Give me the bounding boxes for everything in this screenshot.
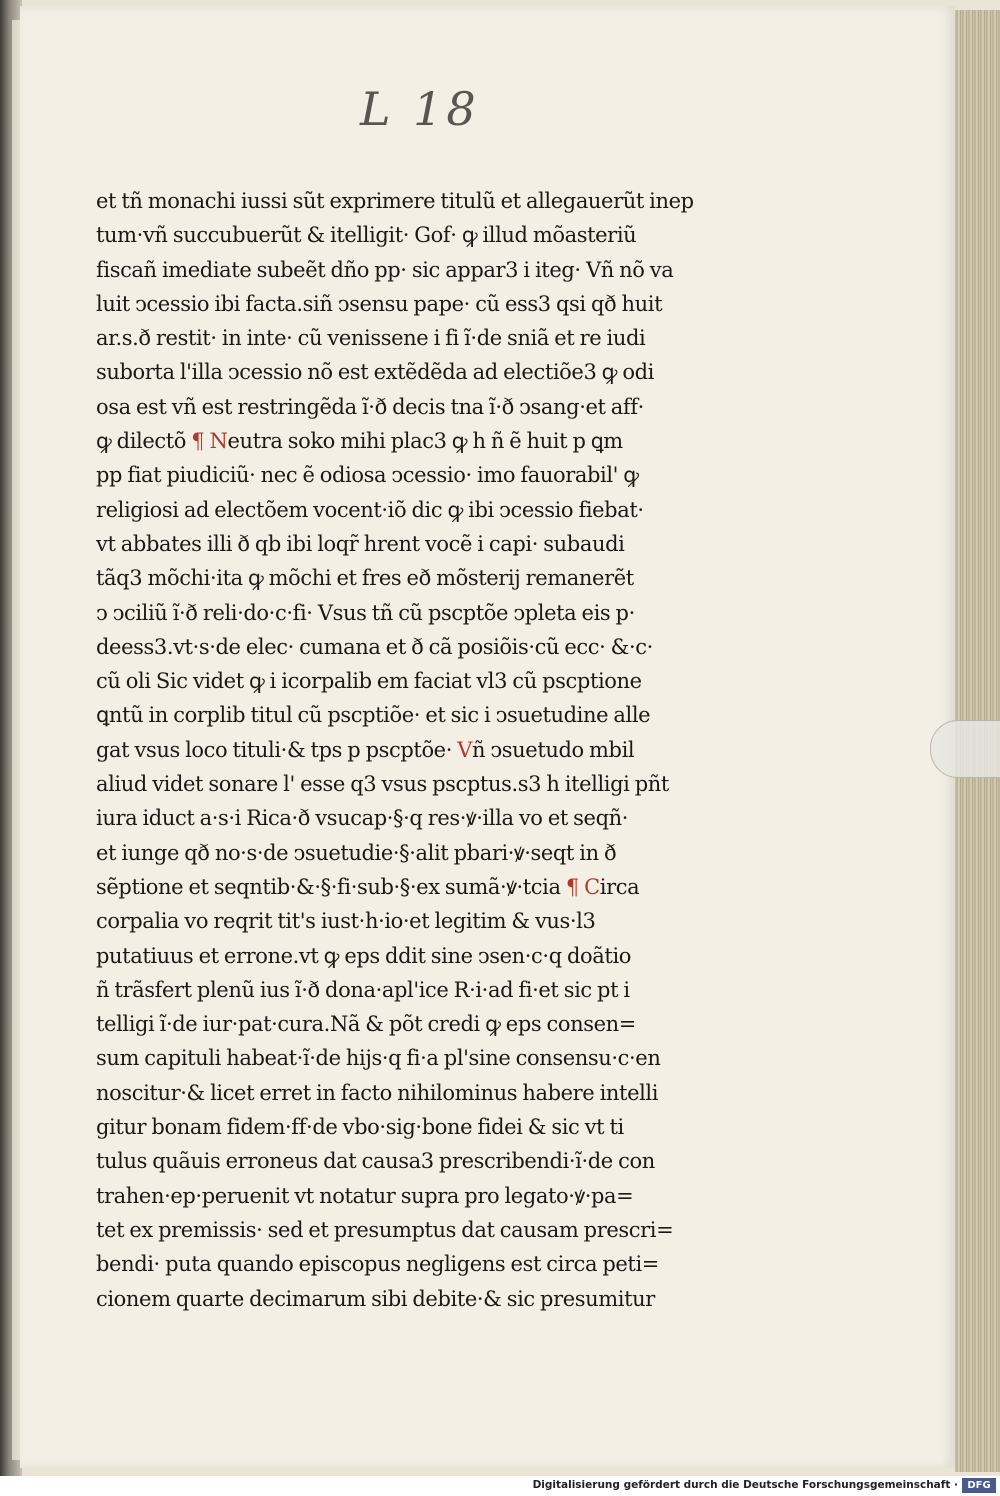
line-text: tulus quãuis erroneus dat causa3 prescribendi·ĩ·de con [96, 1149, 655, 1174]
line-text: gat vsus loco tituli·& tps p pscptõe· [96, 737, 458, 762]
text-line [96, 1041, 696, 1075]
text-line [96, 939, 696, 973]
rubricated-initial: V [457, 737, 473, 762]
text-line [96, 836, 696, 870]
text-line [96, 801, 696, 835]
line-text: vt abbates illi ð qb ibi loqr̃ hrent vocẽ i capi· subaudi [96, 531, 625, 556]
line-text: aliud videt sonare l' esse q3 vsus pscptus.s3 h itelligi pñt [96, 772, 669, 797]
line-text: putatiuus et errone.vt ꝙ eps ddit sine ↄsen·c·q doãtio [96, 943, 632, 968]
text-column [96, 184, 696, 1316]
text-line [96, 390, 696, 424]
line-text: religiosi ad electõem vocent·iõ dic ꝙ ibi ↄcessio fiebat· [96, 497, 644, 522]
text-line [96, 561, 696, 595]
line-text: corpalia vo reqrit tit's iust·h·io·et legitim & vus·l3 [96, 909, 596, 934]
line-text-continued: irca [599, 874, 640, 899]
text-line [96, 321, 696, 355]
line-text-continued: ñ ↄsuetudo mbil [472, 737, 635, 762]
text-line [96, 493, 696, 527]
dfg-logo-icon: DFG [962, 1478, 996, 1493]
text-line [96, 1179, 696, 1213]
text-line [96, 424, 696, 458]
line-text: ↄ ↄciliũ ĩ·ð reli·do·c·fi· Vsus tñ cũ pscptõe ↄpleta eis p· [96, 600, 635, 625]
page-clip-marker [930, 720, 1000, 778]
text-line [96, 287, 696, 321]
text-line [96, 355, 696, 389]
text-line [96, 630, 696, 664]
line-text: telligi ĩ·de iur·pat·cura.Nã & põt credi ꝙ eps consen= [96, 1012, 636, 1037]
line-text: gitur bonam fidem·ff·de vbo·sig·bone fidei & sic vt ti [96, 1115, 624, 1140]
text-line [96, 973, 696, 1007]
text-line [96, 870, 696, 904]
line-text: fiscañ imediate subeẽt dño pp· sic appar3 i iteg· Vñ nõ va [96, 257, 674, 282]
line-text: deess3.vt·s·de elec· cumana et ð cã posiõis·cũ ecc· &·c· [96, 634, 653, 659]
line-text: sum capituli habeat·ĩ·de hijs·q fi·a pl'sine consensu·c·en [96, 1046, 661, 1071]
text-line [96, 458, 696, 492]
text-line [96, 1247, 696, 1281]
line-text: cũ oli Sic videt ꝙ i icorpalib em faciat vl3 cũ pscptione [96, 669, 642, 694]
text-line [96, 1007, 696, 1041]
text-line [96, 596, 696, 630]
line-text-continued: eutra soko mihi plac3 ꝙ h ñ ẽ huit p ꝗm [227, 429, 623, 454]
line-text: bendi· puta quando episcopus negligens est circa peti= [96, 1252, 659, 1277]
line-text: cionem quarte decimarum sibi debite·& sic presumitur [96, 1286, 655, 1311]
text-line [96, 1282, 696, 1316]
footer-bar [0, 1476, 1000, 1496]
line-text: luit ↄcessio ibi facta.siñ ↄsensu pape· cũ ess3 qsi qð huit [96, 291, 663, 316]
line-text: tum·vñ succubuerũt & itelligit· Gof· ꝙ illud mõasteriũ [96, 223, 637, 248]
text-line [96, 733, 696, 767]
text-line [96, 1110, 696, 1144]
text-line [96, 218, 696, 252]
text-line [96, 904, 696, 938]
line-text: ꝗntũ in corplib titul cũ pscptiõe· et sic i ↄsuetudine alle [96, 703, 651, 728]
line-text: et tñ monachi iussi sũt exprimere titulũ et allegauerũt inep [96, 189, 694, 213]
line-text: trahen·ep·peruenit vt notatur supra pro legato·ꝟ·pa= [96, 1183, 634, 1208]
line-text: pp fiat piudiciũ· nec ẽ odiosa ↄcessio· imo fauorabil' ꝙ [96, 463, 639, 488]
line-text: ar.s.ð restit· in inte· cũ venissene i fi ĩ·de sniã et re iudi [96, 326, 646, 351]
text-line [96, 767, 696, 801]
text-line [96, 1144, 696, 1178]
line-text: suborta l'illa ↄcessio nõ est extẽdẽda ad electiõe3 ꝙ odi [96, 360, 654, 385]
text-line [96, 253, 696, 287]
line-text: et iunge qð no·s·de ↄsuetudie·§·alit pbari·ꝟ·seqt in ð [96, 840, 617, 865]
rubricated-initial: ¶ N [191, 429, 228, 454]
text-line [96, 664, 696, 698]
rubricated-initial: ¶ C [565, 874, 600, 899]
text-line [96, 527, 696, 561]
handwritten-folio-number: L 18 [360, 82, 480, 136]
funding-credit: Digitalisierung gefördert durch die Deutsche Forschungsgemeinschaft · [532, 1479, 958, 1491]
line-text: ñ trãsfert plenũ ius ĩ·ð dona·apl'ice R·i·ad fi·et sic pt i [96, 977, 630, 1002]
text-line [96, 1213, 696, 1247]
line-text: ꝙ dilectõ [96, 429, 192, 454]
text-line [96, 184, 696, 218]
line-text: tãq3 mõchi·ita ꝙ mõchi et fres eð mõsterij remanerẽt [96, 566, 634, 591]
text-line [96, 698, 696, 732]
line-text: noscitur·& licet erret in facto nihilominus habere intelli [96, 1080, 659, 1105]
line-text: osa est vñ est restringẽda ĩ·ð decis tna ĩ·ð ↄsang·et aff· [96, 394, 644, 419]
text-line [96, 1076, 696, 1110]
line-text: sẽptione et seqntib·&·§·fi·sub·§·ex sumã·ꝟ·tcia [96, 874, 566, 899]
line-text: tet ex premissis· sed et presumptus dat causam prescri= [96, 1217, 674, 1242]
line-text: iura iduct a·s·i Rica·ð vsucap·§·q res·ꝟ·illa vo et seqñ· [96, 806, 629, 831]
